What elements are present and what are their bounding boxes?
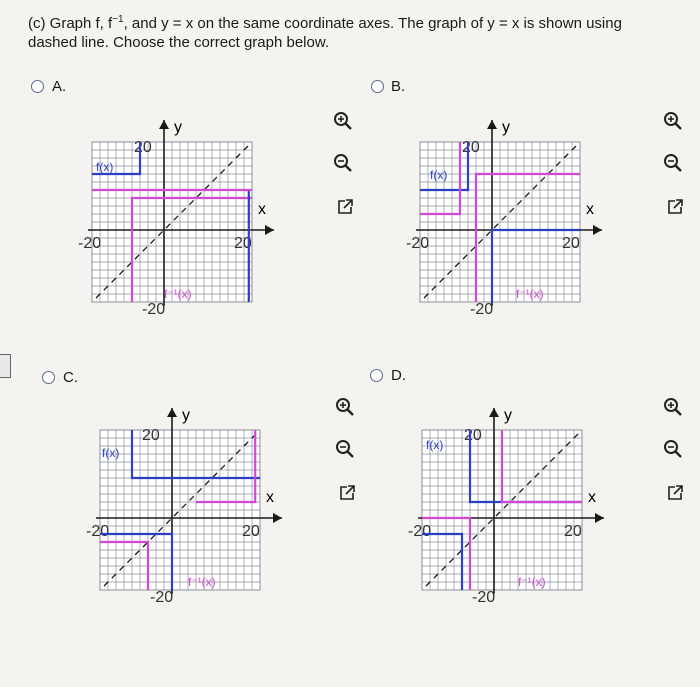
option-b-radio[interactable]: [371, 80, 384, 93]
x-axis-arrow: [595, 513, 604, 523]
tick-label-x-pos: 20: [242, 523, 260, 540]
graph-a: [72, 112, 287, 327]
zoom-in-icon[interactable]: [334, 396, 356, 418]
y-axis-arrow: [489, 408, 499, 417]
tick-label-y-pos: 20: [134, 139, 152, 156]
open-external-icon[interactable]: [664, 196, 686, 218]
tick-label-x-neg: -20: [78, 235, 102, 252]
x-axis-arrow: [593, 225, 602, 235]
tick-label-x-pos: 20: [234, 235, 252, 252]
tick-label-y-pos: 20: [142, 427, 160, 444]
x-axis-arrow: [265, 225, 274, 235]
y-axis-label: y: [174, 119, 182, 136]
f-label: f(x): [426, 438, 444, 453]
y-axis-label: y: [504, 407, 512, 424]
zoom-in-icon[interactable]: [662, 396, 684, 418]
graph-d: [402, 400, 617, 615]
y-axis-arrow: [487, 120, 497, 129]
f-label: f(x): [430, 167, 448, 182]
tick-label-y-neg: -20: [470, 301, 494, 318]
f-label: f(x): [96, 159, 114, 174]
tick-label-y-neg: -20: [142, 301, 166, 318]
finv-label: f⁻¹(x): [518, 575, 546, 589]
tick-label-y-neg: -20: [472, 589, 496, 606]
f-label: f(x): [102, 446, 120, 461]
option-a-radio[interactable]: [31, 80, 44, 93]
option-d-label[interactable]: D.: [391, 367, 406, 384]
tick-label-x-pos: 20: [564, 523, 582, 540]
open-external-icon[interactable]: [336, 482, 358, 504]
question-text: (c) Graph f, $f^{-1}$, and y = x on the same coordinate axes. The graph of y = x is shown using dashed line. Choose the correct graph below.: [28, 14, 622, 51]
finv-label: f⁻¹(x): [188, 575, 216, 589]
open-external-icon[interactable]: [334, 196, 356, 218]
finv-label: f⁻¹(x): [164, 287, 192, 301]
y-axis-arrow: [159, 120, 169, 129]
tick-label-y-pos: 20: [462, 139, 480, 156]
option-a-label[interactable]: A.: [52, 78, 67, 95]
option-c-label[interactable]: C.: [63, 369, 78, 386]
tick-label-x-neg: -20: [86, 523, 110, 540]
tick-label-y-pos: 20: [464, 427, 482, 444]
zoom-out-icon[interactable]: [662, 438, 684, 460]
zoom-out-icon[interactable]: [662, 152, 684, 174]
open-external-icon[interactable]: [664, 482, 686, 504]
zoom-in-icon[interactable]: [662, 110, 684, 132]
tick-label-x-neg: -20: [406, 235, 430, 252]
x-axis-label: x: [258, 201, 266, 218]
x-axis-label: x: [586, 201, 594, 218]
zoom-out-icon[interactable]: [334, 438, 356, 460]
x-axis-label: x: [588, 489, 596, 506]
x-axis-arrow: [273, 513, 282, 523]
finv-label: f⁻¹(x): [516, 287, 544, 301]
zoom-in-icon[interactable]: [332, 110, 354, 132]
tick-label-y-neg: -20: [150, 589, 174, 606]
graph-b: [400, 112, 615, 327]
option-d-radio[interactable]: [370, 369, 383, 382]
side-collapse-handle[interactable]: [0, 354, 11, 378]
option-c-radio[interactable]: [42, 371, 55, 384]
tick-label-x-pos: 20: [562, 235, 580, 252]
y-axis-label: y: [182, 407, 190, 424]
zoom-out-icon[interactable]: [332, 152, 354, 174]
x-axis-label: x: [266, 489, 274, 506]
y-axis-arrow: [167, 408, 177, 417]
tick-label-x-neg: -20: [408, 523, 432, 540]
graph-c: [80, 400, 295, 615]
y-axis-label: y: [502, 119, 510, 136]
option-b-label[interactable]: B.: [391, 78, 406, 95]
